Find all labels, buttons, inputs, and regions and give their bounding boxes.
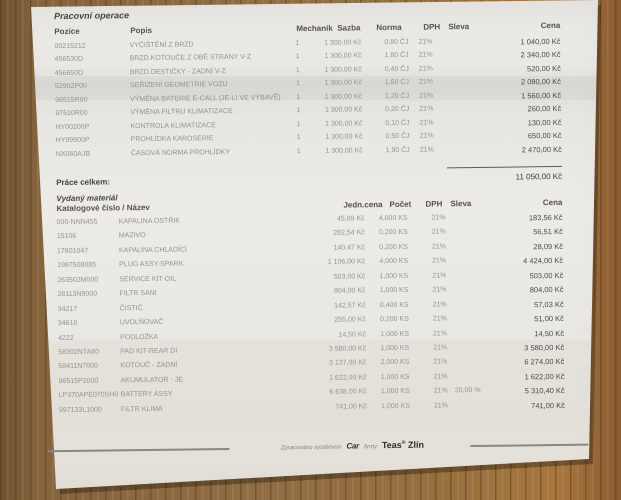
- col-header-norma: Norma: [376, 22, 402, 33]
- operation-name: PROHLÍDKA KAROSERIE: [130, 135, 214, 144]
- material-price: 28,09 Kč: [533, 241, 564, 252]
- material-vat: 21%: [432, 257, 447, 265]
- materials-catalog-header: Katalogové číslo / Název: [56, 202, 150, 214]
- material-vat: 21%: [432, 315, 447, 323]
- operation-norm: 1,90 ČJ: [385, 146, 410, 154]
- material-price: 4 424,00 Kč: [523, 256, 564, 266]
- material-catalog-number: 000-NNN455: [56, 218, 98, 227]
- operation-name: VÝMĚNA FILTRU KLIMATIZACE: [130, 108, 233, 117]
- operation-vat: 21%: [418, 38, 433, 46]
- col-header-popis: Popis: [130, 25, 153, 36]
- material-vat: 21%: [433, 344, 448, 352]
- operation-norm: 0,40 ČJ: [384, 65, 409, 73]
- material-unit-price: 140,47 Kč: [333, 244, 366, 252]
- operation-mechanic: 1: [296, 107, 301, 115]
- material-unit-price: 1 106,00 Kč: [327, 258, 366, 267]
- operation-norm: 1,20 ČJ: [384, 92, 410, 100]
- zlin-city: Zlín: [407, 439, 425, 450]
- material-catalog-number: 28113N9000: [57, 290, 98, 299]
- col-header-jedn-cena: Jedn.cena: [343, 200, 383, 210]
- footer-rule-right: [470, 444, 588, 447]
- material-catalog-number: 58411N7000: [58, 362, 99, 371]
- material-name: PODLOŽKA: [120, 333, 159, 341]
- car-software-logo: Car: [346, 441, 359, 451]
- col-header-mat-sleva: Sleva: [450, 199, 472, 209]
- material-vat: 21%: [432, 286, 447, 294]
- material-price: 56,51 Kč: [533, 227, 563, 237]
- material-unit-price: 3 580,00 Kč: [328, 345, 367, 353]
- operation-mechanic: 1: [295, 53, 300, 61]
- material-quantity: 1,000 KS: [380, 388, 410, 396]
- invoice-footer: [2, 436, 621, 458]
- operation-mechanic: 1: [296, 80, 301, 88]
- operation-rate: 1 300,00 Kč: [324, 93, 363, 101]
- material-quantity: 1,000 KS: [379, 286, 409, 295]
- material-unit-price: 1 622,00 Kč: [329, 374, 367, 382]
- operations-rows: [54, 37, 561, 164]
- material-price: 57,03 Kč: [534, 299, 564, 309]
- operation-rate: 1 300,00 Kč: [325, 133, 363, 141]
- operation-vat: 21%: [418, 51, 433, 60]
- material-catalog-number: 4222: [58, 334, 74, 342]
- material-quantity: 0,200 KS: [380, 315, 409, 324]
- operation-name: BRZD.KOTOUČE Z OBĚ STRANY V-Z: [129, 54, 252, 63]
- operation-mechanic: 1: [296, 93, 301, 101]
- footer-firmy: firmy: [363, 444, 377, 451]
- materials-section-title: Vydaný materiál: [56, 193, 118, 204]
- operation-name: SEŘÍZENÍ GEOMETRIE VOZU: [129, 81, 228, 90]
- material-quantity: 0,400 KS: [379, 301, 409, 309]
- material-vat: 21%: [432, 300, 447, 309]
- material-catalog-number: 96515P2000: [58, 377, 99, 385]
- operation-vat: 21%: [419, 105, 434, 113]
- material-name: KAPALINA OSTŘIK: [118, 217, 181, 226]
- material-unit-price: 6 638,00 Kč: [329, 388, 367, 397]
- material-name: FILTR SANI: [119, 290, 157, 298]
- operation-name: KONTROLA KLIMATIZACE: [130, 121, 216, 130]
- operation-price: 130,00 Kč: [527, 117, 562, 127]
- material-unit-price: 45,89 Kč: [336, 215, 365, 223]
- footer-rule-left: [47, 448, 229, 452]
- material-unit-price: 14,50 Kč: [338, 330, 367, 339]
- operation-norm: 1,80 ČJ: [384, 52, 409, 60]
- material-vat: 21%: [433, 387, 448, 395]
- material-quantity: 2,000 KS: [380, 359, 410, 367]
- labor-total-rule: [447, 166, 562, 168]
- operation-code: 00215212: [54, 42, 86, 51]
- operation-code: 97610R00: [55, 109, 88, 118]
- operation-vat: 21%: [418, 65, 433, 73]
- material-discount: 20,00 %: [454, 387, 481, 395]
- material-price: 3 580,00 Kč: [524, 342, 565, 353]
- operation-code: 96515R00: [55, 96, 88, 104]
- material-name: AKUMULATOR - JE: [120, 376, 183, 385]
- material-vat: 21%: [431, 214, 446, 222]
- material-unit-price: 255,00 Kč: [334, 316, 366, 324]
- material-catalog-number: LP370APE070SH0: [58, 391, 119, 400]
- operation-norm: 0,50 ČJ: [385, 132, 410, 141]
- material-name: PAD KIT-REAR DI: [120, 347, 178, 356]
- material-unit-price: 503,00 Kč: [333, 273, 366, 281]
- material-name: KOTOUČ - ZADNÍ: [120, 362, 178, 370]
- col-header-pozice: Pozice: [54, 26, 80, 37]
- material-vat: 21%: [433, 358, 448, 366]
- material-catalog-number: 58302N7A60: [58, 348, 100, 357]
- col-header-cena: Cena: [540, 20, 561, 31]
- material-name: ČISTIČ: [119, 304, 143, 312]
- operation-name: BRZD.DESTIČKY - ZADNÍ V-Z: [129, 67, 226, 77]
- col-header-dph: DPH: [423, 22, 441, 32]
- operation-code: 456650D: [54, 69, 84, 77]
- operation-price: 1 040,00 Kč: [520, 36, 561, 47]
- material-unit-price: 282,54 Kč: [333, 229, 365, 238]
- operation-mechanic: 1: [296, 120, 301, 128]
- operation-rate: 1 300,00 Kč: [325, 119, 363, 128]
- material-unit-price: 3 137,00 Kč: [328, 359, 367, 368]
- operation-name: VÝMĚNA BATERIE E-CALL (JE-LI VE VÝBAVĚ): [130, 94, 281, 103]
- operation-name: ČASOVÁ NORMA PROHLÍDKY: [130, 148, 231, 157]
- operation-code: NX060AJB: [55, 150, 91, 158]
- operation-vat: 21%: [419, 132, 434, 140]
- material-vat: 21%: [433, 373, 448, 381]
- material-vat: 21%: [433, 402, 448, 410]
- operation-rate: 1 300,00 Kč: [324, 66, 362, 74]
- material-catalog-number: 15106: [56, 233, 77, 241]
- material-catalog-number: 17801047: [56, 247, 89, 255]
- operation-price: 2 340,00 Kč: [520, 50, 561, 60]
- labor-total-label: Práce celkem:: [56, 177, 111, 188]
- material-price: 804,00 Kč: [529, 285, 564, 295]
- material-price: 14,50 Kč: [534, 328, 565, 338]
- teas-name: Teas: [381, 439, 402, 451]
- operation-norm: 0,80 ČJ: [384, 38, 409, 47]
- operation-rate: 1 300,00 Kč: [324, 52, 362, 61]
- operation-price: 2 470,00 Kč: [521, 144, 562, 154]
- operation-norm: 0,20 ČJ: [385, 105, 410, 114]
- operations-section-title: Pracovní operace: [54, 10, 130, 22]
- material-quantity: 0,200 KS: [379, 243, 409, 252]
- operation-vat: 21%: [419, 119, 434, 127]
- operation-code: HY99900P: [55, 136, 90, 145]
- material-name: FILTR KLIMA: [120, 405, 163, 414]
- material-quantity: 1,000 KS: [379, 272, 409, 280]
- material-name: SERVICE KIT-OIL: [119, 275, 177, 284]
- operation-vat: 21%: [419, 145, 434, 154]
- material-catalog-number: 34610: [57, 319, 78, 328]
- material-price: 5 310,40 Kč: [524, 386, 565, 396]
- operation-rate: 1 300,00 Kč: [324, 39, 362, 47]
- col-header-mat-dph: DPH: [425, 199, 443, 209]
- operation-price: 260,00 Kč: [527, 104, 562, 114]
- material-catalog-number: 997133L1000: [58, 406, 102, 414]
- operation-norm: 1,60 ČJ: [384, 79, 410, 87]
- registered-mark: ®: [401, 439, 406, 446]
- material-quantity: 0,200 KS: [378, 229, 408, 237]
- operation-rate: 1 300,00 Kč: [325, 146, 363, 155]
- material-vat: 21%: [432, 329, 448, 338]
- material-name: BATTERY ASSY: [120, 390, 173, 399]
- operation-mechanic: 1: [295, 66, 300, 75]
- material-catalog-number: 263502M000: [57, 276, 99, 284]
- material-vat: 21%: [431, 228, 446, 236]
- material-price: 503,00 Kč: [529, 270, 564, 281]
- material-vat: 21%: [432, 272, 447, 280]
- material-vat: 21%: [431, 243, 447, 251]
- operation-mechanic: 1: [295, 40, 300, 48]
- material-unit-price: 741,00 Kč: [335, 403, 367, 411]
- footer-processed-by: Zpracováno systémem: [280, 444, 342, 452]
- material-quantity: 1,000 KS: [380, 344, 410, 353]
- material-name: UVOLŇOVAČ: [119, 318, 164, 327]
- operation-price: 1 560,00 Kč: [521, 90, 562, 101]
- operation-price: 650,00 Kč: [527, 130, 562, 141]
- operation-price: 520,00 Kč: [526, 63, 561, 74]
- col-header-mat-cena: Cena: [542, 197, 563, 208]
- operation-vat: 21%: [418, 78, 434, 86]
- col-header-mechanik: Mechanik: [296, 23, 333, 34]
- material-price: 51,00 Kč: [534, 313, 564, 324]
- materials-rows: [57, 213, 565, 421]
- material-name: PLUG ASSY-SPARK: [119, 260, 184, 269]
- material-quantity: 1,000 KS: [380, 373, 410, 381]
- operation-rate: 1 300,00 Kč: [324, 106, 363, 114]
- teas-brand-text: [382, 440, 424, 451]
- col-header-sazba: Sazba: [337, 23, 361, 33]
- operation-norm: 0,10 ČJ: [385, 119, 410, 127]
- material-name: KAPALINA CHLADÍCÍ: [118, 246, 187, 255]
- material-unit-price: 142,57 Kč: [334, 301, 366, 310]
- material-quantity: 1,000 KS: [380, 330, 410, 338]
- material-catalog-number: 1987508085: [57, 261, 97, 270]
- operation-name: VYČIŠTĚNÍ Z BRZD: [129, 41, 194, 50]
- footer-text: [234, 439, 470, 452]
- material-quantity: 4,000 KS: [378, 214, 408, 223]
- operation-price: 2 080,00 Kč: [520, 77, 562, 87]
- operation-code: HY00200P: [55, 123, 90, 131]
- material-name: MAZIVO: [118, 232, 146, 240]
- operation-mechanic: 1: [296, 134, 301, 142]
- operation-code: 456530D: [54, 56, 84, 64]
- material-quantity: 1,000 KS: [381, 402, 410, 410]
- operation-mechanic: 1: [296, 147, 301, 155]
- material-price: 1 622,00 Kč: [524, 371, 565, 382]
- material-price: 6 274,00 Kč: [524, 357, 565, 367]
- col-header-sleva: Sleva: [448, 22, 470, 32]
- labor-total-value: 11 050,00 Kč: [515, 171, 563, 182]
- material-price: 183,56 Kč: [528, 212, 563, 223]
- operation-rate: 1 300,00 Kč: [324, 79, 363, 88]
- material-quantity: 4,000 KS: [379, 258, 409, 266]
- operation-code: 52902P00: [54, 83, 87, 91]
- col-header-pocet: Počet: [389, 199, 412, 210]
- material-catalog-number: 34217: [57, 305, 78, 313]
- operation-vat: 21%: [419, 92, 434, 100]
- material-unit-price: 804,00 Kč: [333, 287, 366, 295]
- material-price: 741,00 Kč: [531, 400, 565, 410]
